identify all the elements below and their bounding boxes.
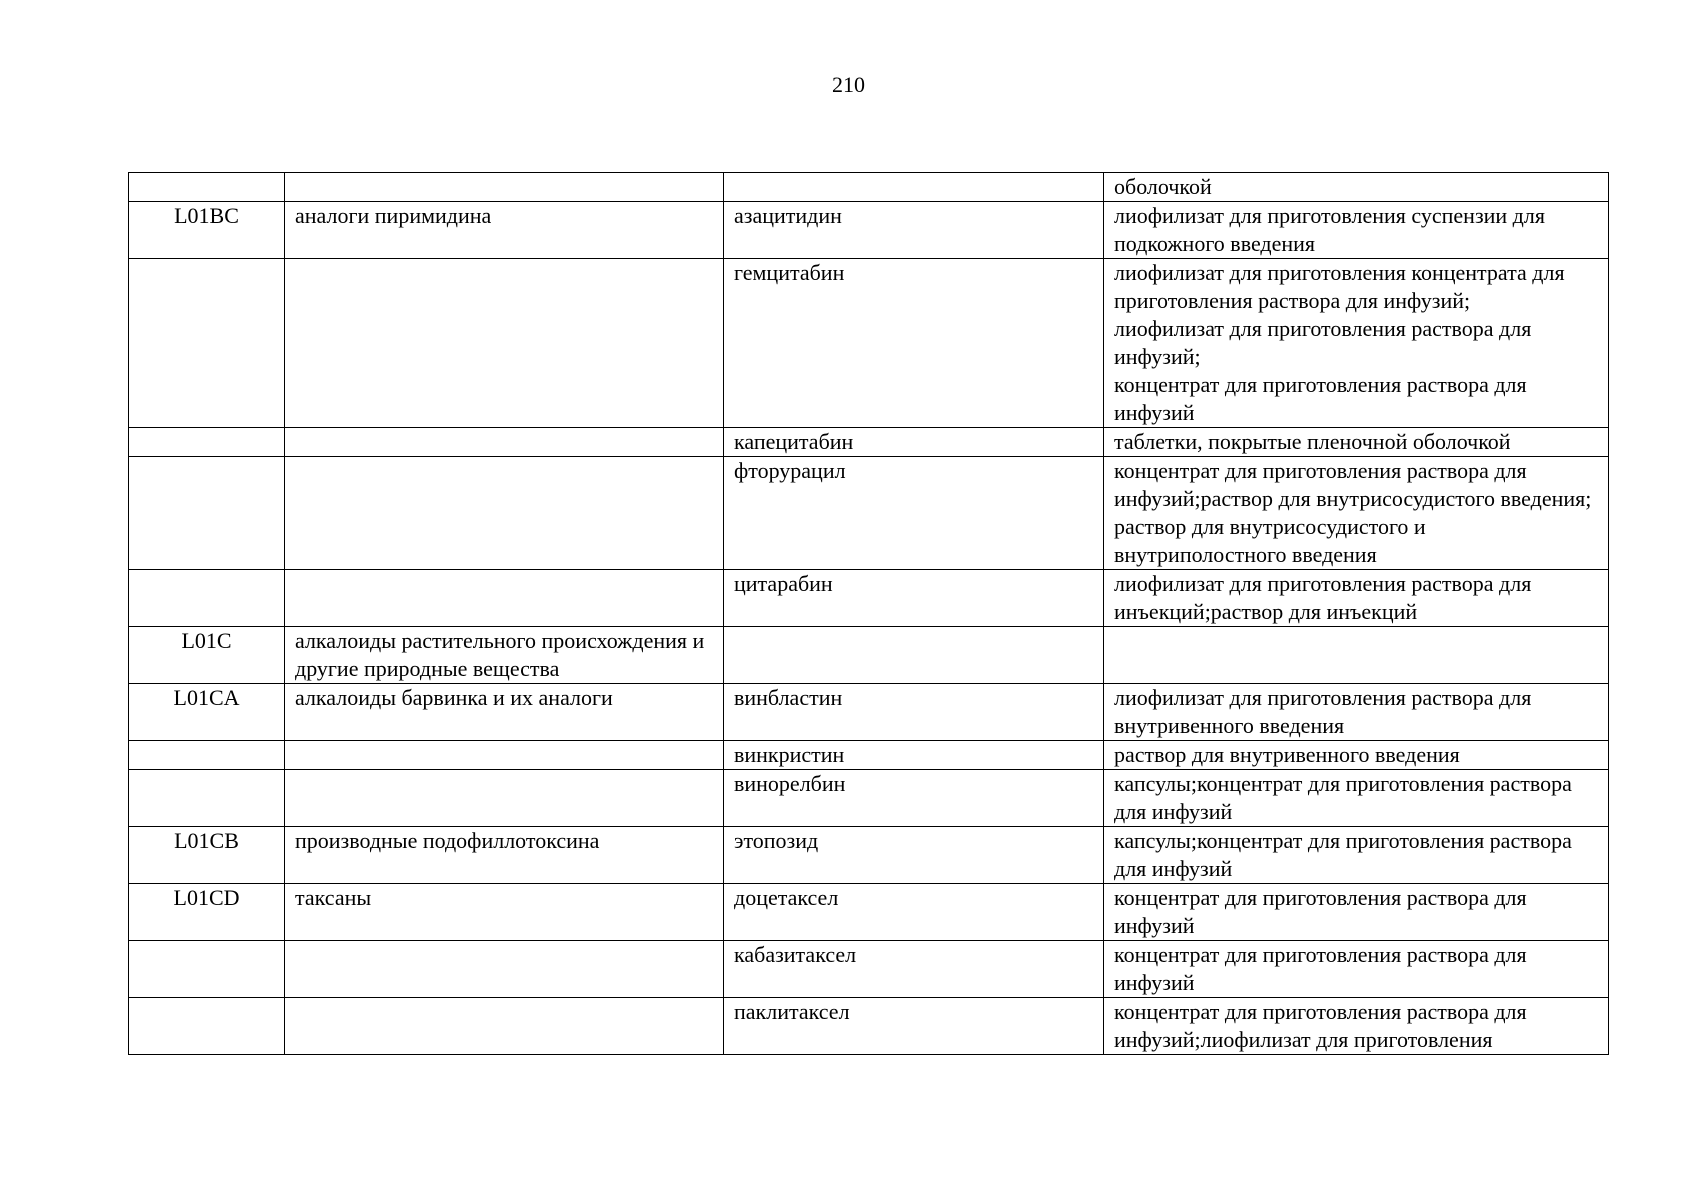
table-row (129, 684, 1609, 741)
group-cell (285, 173, 724, 202)
atc-code-cell: L01CA (129, 684, 285, 741)
drug-cell: гемцитабин (724, 259, 1104, 428)
table-row (129, 457, 1609, 570)
group-cell (285, 259, 724, 428)
form-cell: раствор для внутривенного введения (1104, 741, 1609, 770)
atc-code-cell: L01CD (129, 884, 285, 941)
atc-code-cell: L01BC (129, 202, 285, 259)
table-row (129, 259, 1609, 428)
atc-code-cell (129, 173, 285, 202)
form-cell (1104, 627, 1609, 684)
atc-code-cell (129, 741, 285, 770)
group-cell (285, 741, 724, 770)
atc-code-cell (129, 770, 285, 827)
drug-cell: кабазитаксел (724, 941, 1104, 998)
atc-code-cell (129, 259, 285, 428)
form-cell: капсулы;концентрат для приготовления раствора для инфузий (1104, 827, 1609, 884)
form-cell: таблетки, покрытые пленочной оболочкой (1104, 428, 1609, 457)
drug-cell: этопозид (724, 827, 1104, 884)
atc-code-cell (129, 998, 285, 1055)
table-row (129, 428, 1609, 457)
table-row (129, 570, 1609, 627)
form-cell: концентрат для приготовления раствора для инфузий (1104, 941, 1609, 998)
drug-table (128, 172, 1609, 1055)
form-cell: лиофилизат для приготовления концентрата для приготовления раствора для инфузий; лиофилизат для приготовления раствора для инфузий; концентрат для приготовления раствора для инфузий (1104, 259, 1609, 428)
table-row (129, 173, 1609, 202)
group-cell: производные подофиллотоксина (285, 827, 724, 884)
drug-cell (724, 173, 1104, 202)
table-row (129, 202, 1609, 259)
atc-code-cell (129, 457, 285, 570)
drug-cell: паклитаксел (724, 998, 1104, 1055)
group-cell (285, 770, 724, 827)
drug-cell: капецитабин (724, 428, 1104, 457)
atc-code-cell (129, 570, 285, 627)
group-cell (285, 428, 724, 457)
drug-cell: винкристин (724, 741, 1104, 770)
form-cell: капсулы;концентрат для приготовления раствора для инфузий (1104, 770, 1609, 827)
table-row (129, 741, 1609, 770)
form-cell: оболочкой (1104, 173, 1609, 202)
group-cell (285, 941, 724, 998)
group-cell: алкалоиды растительного происхождения и другие природные вещества (285, 627, 724, 684)
atc-code-cell (129, 428, 285, 457)
form-cell: концентрат для приготовления раствора для инфузий;раствор для внутрисосудистого введения; раствор для внутрисосудистого и внутриполостного введения (1104, 457, 1609, 570)
table-row (129, 998, 1609, 1055)
group-cell: таксаны (285, 884, 724, 941)
group-cell (285, 457, 724, 570)
form-cell: лиофилизат для приготовления суспензии для подкожного введения (1104, 202, 1609, 259)
form-cell: концентрат для приготовления раствора для инфузий;лиофилизат для приготовления (1104, 998, 1609, 1055)
table-row (129, 884, 1609, 941)
group-cell (285, 570, 724, 627)
drug-cell: цитарабин (724, 570, 1104, 627)
atc-code-cell: L01CB (129, 827, 285, 884)
table-row (129, 827, 1609, 884)
table-row (129, 627, 1609, 684)
form-cell: лиофилизат для приготовления раствора для внутривенного введения (1104, 684, 1609, 741)
drug-cell: доцетаксел (724, 884, 1104, 941)
table-row (129, 941, 1609, 998)
group-cell: аналоги пиримидина (285, 202, 724, 259)
atc-code-cell (129, 941, 285, 998)
group-cell (285, 998, 724, 1055)
drug-cell: винорелбин (724, 770, 1104, 827)
drug-cell: винбластин (724, 684, 1104, 741)
form-cell: лиофилизат для приготовления раствора для инъекций;раствор для инъекций (1104, 570, 1609, 627)
drug-cell (724, 627, 1104, 684)
drug-cell: азацитидин (724, 202, 1104, 259)
table-row (129, 770, 1609, 827)
atc-code-cell: L01C (129, 627, 285, 684)
drug-cell: фторурацил (724, 457, 1104, 570)
group-cell: алкалоиды барвинка и их аналоги (285, 684, 724, 741)
page-number: 210 (832, 72, 865, 97)
form-cell: концентрат для приготовления раствора для инфузий (1104, 884, 1609, 941)
